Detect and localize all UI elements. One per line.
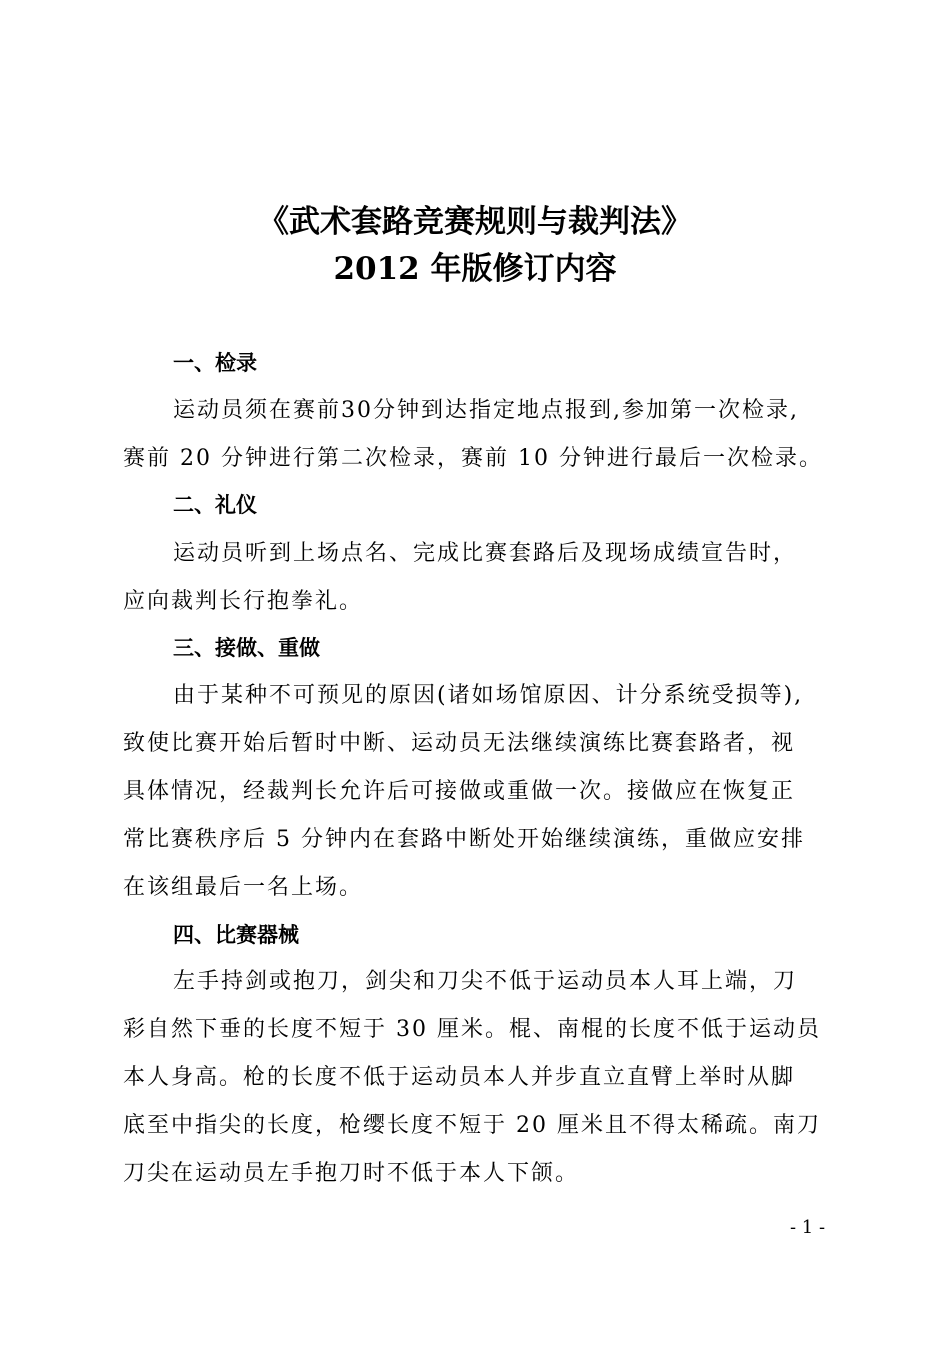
section-paragraph-4 — [123, 958, 828, 1198]
paragraph-line: 刀尖在运动员左手抱刀时不低于本人下颌。 — [123, 1161, 580, 1186]
paragraph-line: 致使比赛开始后暂时中断、运动员无法继续演练比赛套路者，视 — [123, 731, 796, 756]
paragraph-line: 本人身高。枪的长度不低于运动员本人并步直立直臂上举时从脚 — [123, 1065, 796, 1090]
paragraph-line: 在该组最后一名上场。 — [123, 875, 364, 900]
paragraph-line: 由于某种不可预见的原因(诸如场馆原因、计分系统受损等), — [173, 683, 804, 708]
paragraph-line: 具体情况，经裁判长允许后可接做或重做一次。接做应在恢复正 — [123, 779, 796, 804]
paragraph-line: 运动员听到上场点名、完成比赛套路后及现场成绩宣告时， — [173, 541, 798, 566]
paragraph-line: 左手持剑或抱刀，剑尖和刀尖不低于运动员本人耳上端，刀 — [173, 969, 798, 994]
document-title: 《武术套路竞赛规则与裁判法》 — [258, 204, 692, 240]
paragraph-line: 彩自然下垂的长度不短于 30 厘米。棍、南棍的长度不低于运动员 — [123, 1017, 821, 1042]
section-heading-1: 一、检录 — [173, 351, 257, 375]
section-heading-2: 二、礼仪 — [173, 493, 257, 517]
document-subtitle: 2012 年版修订内容 — [333, 251, 617, 287]
section-heading-4: 四、比赛器械 — [173, 923, 299, 947]
section-heading-3: 三、接做、重做 — [173, 636, 320, 660]
section-paragraph-2 — [123, 530, 828, 626]
paragraph-line: 应向裁判长行抱拳礼。 — [123, 589, 364, 614]
section-paragraph-3 — [123, 672, 828, 912]
paragraph-line: 赛前 20 分钟进行第二次检录，赛前 10 分钟进行最后一次检录。 — [123, 446, 823, 471]
paragraph-line: 运动员须在赛前30分钟到达指定地点报到,参加第一次检录, — [173, 398, 799, 423]
section-paragraph-1 — [123, 387, 828, 483]
paragraph-line: 常比赛秩序后 5 分钟内在套路中断处开始继续演练，重做应安排 — [123, 827, 805, 852]
page-number: - 1 - — [790, 1217, 826, 1238]
paragraph-line: 底至中指尖的长度，枪缨长度不短于 20 厘米且不得太稀疏。南刀 — [123, 1113, 821, 1138]
